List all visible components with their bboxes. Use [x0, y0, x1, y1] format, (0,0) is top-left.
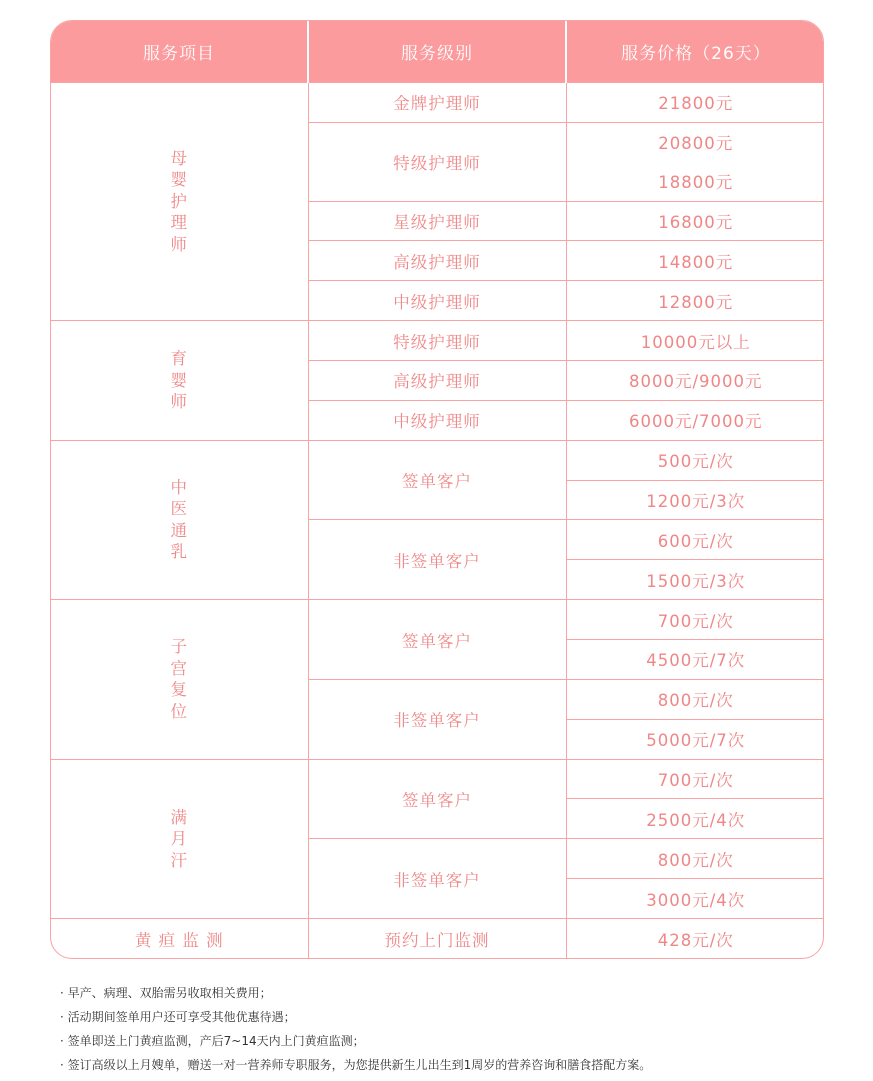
table-header-row	[51, 21, 824, 83]
price-cell: 18800元	[566, 162, 824, 201]
category-cell: 黄 疸 监 测	[51, 919, 308, 958]
note-item: · 早产、病理、双胎需另收取相关费用；	[60, 986, 272, 1000]
category-cell: 满 月 汗	[51, 759, 308, 918]
table-row	[51, 759, 824, 799]
header-service-level: 服务级别	[308, 21, 566, 83]
notes-list	[60, 985, 651, 1081]
price-cell: 10000元以上	[566, 321, 824, 361]
price-table-container	[50, 20, 824, 959]
price-cell: 20800元	[566, 122, 824, 161]
price-cell: 14800元	[566, 241, 824, 281]
price-cell: 1500元/3次	[566, 560, 824, 600]
level-cell: 非签单客户	[308, 679, 566, 759]
header-service-item: 服务项目	[51, 21, 308, 83]
category-cell: 子 宫 复 位	[51, 600, 308, 759]
category-cell: 育 婴 师	[51, 321, 308, 441]
level-cell: 特级护理师	[308, 321, 566, 361]
price-cell: 5000元/7次	[566, 719, 824, 759]
price-cell: 500元/次	[566, 440, 824, 480]
category-cell: 母 婴 护 理 师	[51, 83, 308, 321]
price-cell: 700元/次	[566, 759, 824, 799]
price-cell: 800元/次	[566, 839, 824, 879]
price-cell: 12800元	[566, 281, 824, 321]
price-cell: 1200元/3次	[566, 480, 824, 520]
table-body	[51, 83, 824, 959]
note-item: · 活动期间签单用户还可享受其他优惠待遇；	[60, 1010, 296, 1024]
price-cell: 700元/次	[566, 600, 824, 640]
level-cell: 星级护理师	[308, 201, 566, 241]
level-cell: 非签单客户	[308, 520, 566, 600]
level-cell: 高级护理师	[308, 241, 566, 281]
note-item: · 签订高级以上月嫂单，赠送一对一营养师专职服务，为您提供新生儿出生到1周岁的营养咨询和膳食搭配方案。	[60, 1058, 652, 1072]
price-cell: 16800元	[566, 201, 824, 241]
price-table	[51, 21, 824, 958]
header-service-price: 服务价格（26天）	[566, 21, 824, 83]
table-row	[51, 321, 824, 361]
level-cell: 中级护理师	[308, 281, 566, 321]
price-cell: 3000元/4次	[566, 879, 824, 919]
level-cell: 高级护理师	[308, 360, 566, 400]
price-cell: 428元/次	[566, 919, 824, 958]
level-cell: 非签单客户	[308, 839, 566, 919]
price-cell: 2500元/4次	[566, 799, 824, 839]
price-cell: 4500元/7次	[566, 640, 824, 680]
level-cell: 签单客户	[308, 600, 566, 680]
table-row	[51, 83, 824, 123]
level-cell: 金牌护理师	[308, 83, 566, 123]
level-cell: 特级护理师	[308, 122, 566, 201]
category-cell: 中 医 通 乳	[51, 440, 308, 599]
price-cell: 8000元/9000元	[566, 360, 824, 400]
table-row	[51, 440, 824, 480]
price-cell: 600元/次	[566, 520, 824, 560]
level-cell: 签单客户	[308, 759, 566, 839]
level-cell: 签单客户	[308, 440, 566, 520]
price-cell: 6000元/7000元	[566, 400, 824, 440]
level-cell: 中级护理师	[308, 400, 566, 440]
price-cell: 800元/次	[566, 679, 824, 719]
table-row	[51, 600, 824, 640]
table-row	[51, 919, 824, 958]
level-cell: 预约上门监测	[308, 919, 566, 958]
note-item: · 签单即送上门黄疸监测，产后7~14天内上门黄疸监测；	[60, 1034, 365, 1048]
price-cell: 21800元	[566, 83, 824, 123]
